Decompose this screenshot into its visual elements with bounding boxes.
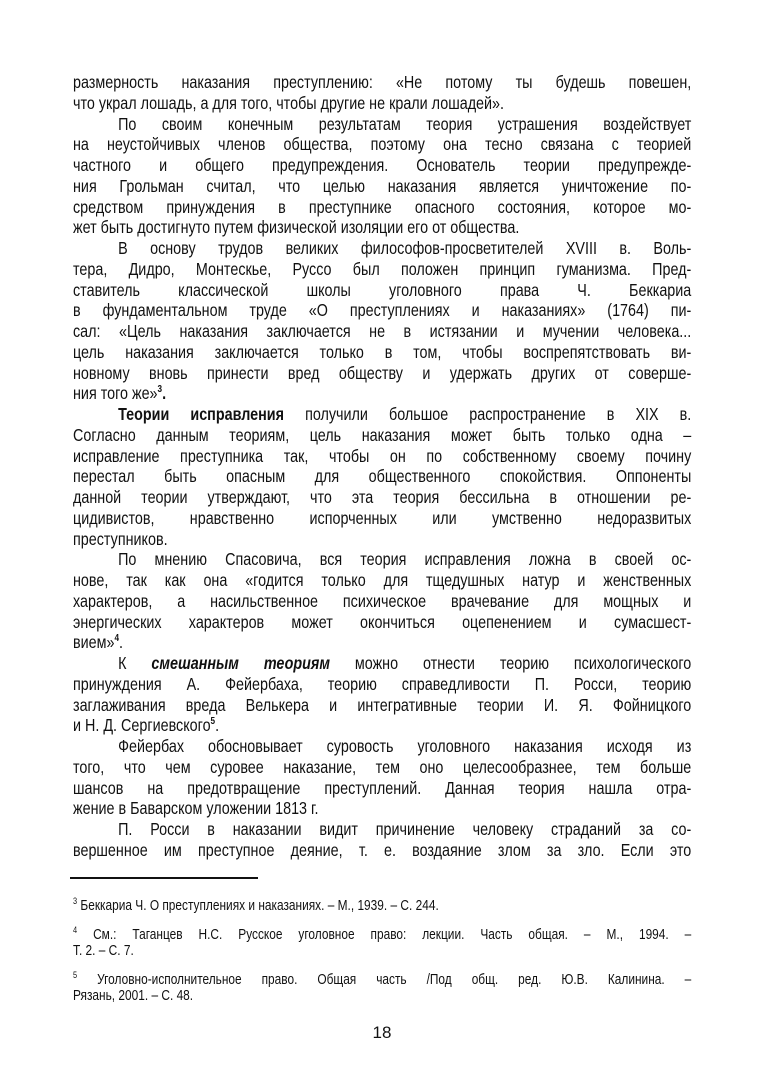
text-line: тера, Дидро, Монтескье, Руссо был положен принцип гуманизма. Пред- — [73, 258, 692, 279]
text-line: размерность наказания преступлению: «Не потому ты будешь повешен, — [73, 72, 692, 92]
text-line — [73, 715, 691, 736]
text-line: По мнению Спасовича, вся теория исправления ложна в своей ос- — [118, 549, 692, 570]
paragraph — [73, 653, 691, 736]
footnote-separator — [70, 877, 258, 879]
text-line: нове, так как она «годится только для тщедушных натур и женственных — [73, 570, 692, 590]
text-line: цель наказания заключается только в том, чтобы воспрепятствовать ви- — [73, 341, 692, 362]
footnote-number: 5 — [73, 969, 78, 980]
text-line: ставитель классической школы уголовного права Ч. Беккариа — [73, 279, 692, 300]
text-line: В основу трудов великих философов-просветителей XVIII в. Воль- — [118, 238, 692, 258]
text-line: новному вновь принести вред обществу и удержать других от соверше- — [73, 362, 692, 383]
text-line: в фундаментальном труде «О преступлениях и наказаниях» (1764) пи- — [73, 300, 692, 321]
text-line — [73, 632, 691, 653]
text-line: преступников. — [73, 528, 168, 549]
text-run: . — [215, 715, 220, 736]
footnote — [73, 924, 692, 960]
text-line: характеров, а насильственное психическое врачевание для мощных и — [73, 590, 692, 611]
text-line: что украл лошадь, а для того, чтобы другие не крали лошадей». — [73, 92, 505, 113]
emphasized-text: смешанным теориям — [151, 653, 330, 673]
paragraph — [73, 549, 691, 653]
emphasized-text: . — [162, 383, 167, 404]
footnote-line — [73, 943, 691, 960]
text-line: жение в Баварском уложении 1813 г. — [73, 798, 319, 819]
footnote-reference[interactable]: 3 — [157, 384, 163, 396]
footnote-text: Беккариа Ч. О преступлениях и наказаниях. – М., 1939. – С. 244. — [80, 898, 439, 914]
footnote-line — [73, 988, 691, 1005]
page-number: 18 — [372, 1023, 392, 1042]
body-text — [73, 72, 691, 861]
text-line: цидивистов, нравственно испорченных или умственно недоразвитых — [73, 507, 692, 528]
text-line: Согласно данным теориям, цель наказания может быть только одна – — [73, 424, 692, 445]
text-line: Фейербах обосновывает суровость уголовного наказания исходя из — [118, 736, 692, 756]
text-line: перестал быть опасным для общественного спокойствия. Оппоненты — [73, 466, 692, 487]
footnote-reference[interactable]: 4 — [114, 633, 120, 645]
text-line: исправление преступника так, чтобы он по собственному своему почину — [73, 445, 692, 466]
text-run: вием» — [73, 632, 115, 653]
text-line: того, что чем суровее наказание, тем оно целесообразнее, тем больше — [73, 756, 692, 777]
text-line: сал: «Цель наказания заключается не в истязании и мучении человека... — [73, 321, 692, 341]
text-line: шансов на предотвращение преступлений. Данная теория нашла отра- — [73, 777, 692, 798]
footnote-line — [73, 969, 692, 989]
text-line: энергических характеров может окончиться оцепенением и сумасшест- — [73, 611, 692, 632]
text-line: данной теории утверждают, что эта теория бессильна в отношении ре- — [73, 487, 692, 507]
footnote-number: 3 — [73, 896, 78, 906]
text-run: К — [118, 653, 152, 673]
text-line — [73, 383, 691, 404]
emphasized-text: Теории исправления — [118, 404, 284, 424]
text-line — [73, 653, 691, 674]
paragraph — [73, 404, 691, 549]
footnote — [73, 898, 691, 915]
text-line: П. Росси в наказании видит причинение человеку страданий за со- — [118, 819, 692, 839]
text-line: средством принуждения в преступнике опасного состояния, которое мо- — [73, 196, 692, 217]
paragraph — [73, 72, 691, 114]
text-run: получили большое распространение в XIX в. — [283, 404, 692, 424]
text-run: . — [119, 632, 124, 653]
text-line: заглаживания вреда Велькера и интегративные теории И. Я. Фойницкого — [73, 694, 692, 715]
footnotes — [73, 898, 691, 1017]
text-line: жет быть достигнуто путем физической изоляции его от общества. — [73, 217, 520, 238]
footnote-line — [73, 924, 692, 944]
text-line: на неустойчивых членов общества, поэтому она тесно связана с теорией — [73, 134, 692, 155]
footnote-text: Уголовно-исполнительное право. Общая часть /Под общ. ред. Ю.В. Калинина. – — [97, 971, 692, 988]
text-run: можно отнести теорию психологического — [329, 653, 692, 673]
footnote-line — [73, 898, 691, 915]
text-line: принуждения А. Фейербаха, теорию справедливости П. Росси, теорию — [73, 673, 692, 694]
footnote-number: 4 — [73, 924, 78, 935]
paragraph — [73, 238, 691, 404]
text-run: ния того же» — [73, 383, 158, 404]
footnote — [73, 969, 692, 1005]
text-line: ния Грольман считал, что целью наказания является уничтожение по- — [73, 175, 692, 196]
paragraph — [73, 819, 691, 861]
footnote-text: Т. 2. – С. 7. — [73, 943, 134, 959]
text-line: По своим конечным результатам теория устрашения воздействует — [118, 113, 692, 134]
paragraph — [73, 736, 691, 819]
footnote-text: См.: Таганцев Н.С. Русское уголовное право: лекции. Часть общая. – М., 1994. – — [93, 926, 692, 943]
footnote-reference[interactable]: 5 — [210, 716, 216, 728]
text-line: частного и общего предупреждения. Основатель теории предупрежде- — [73, 155, 692, 175]
text-line — [73, 404, 691, 425]
text-line: вершенное им преступное деяние, т. е. воздаяние злом за зло. Если это — [73, 839, 692, 860]
paragraph — [73, 114, 691, 239]
text-run: и Н. Д. Сергиевского — [73, 715, 211, 736]
footnote-text: Рязань, 2001. – С. 48. — [73, 988, 194, 1004]
